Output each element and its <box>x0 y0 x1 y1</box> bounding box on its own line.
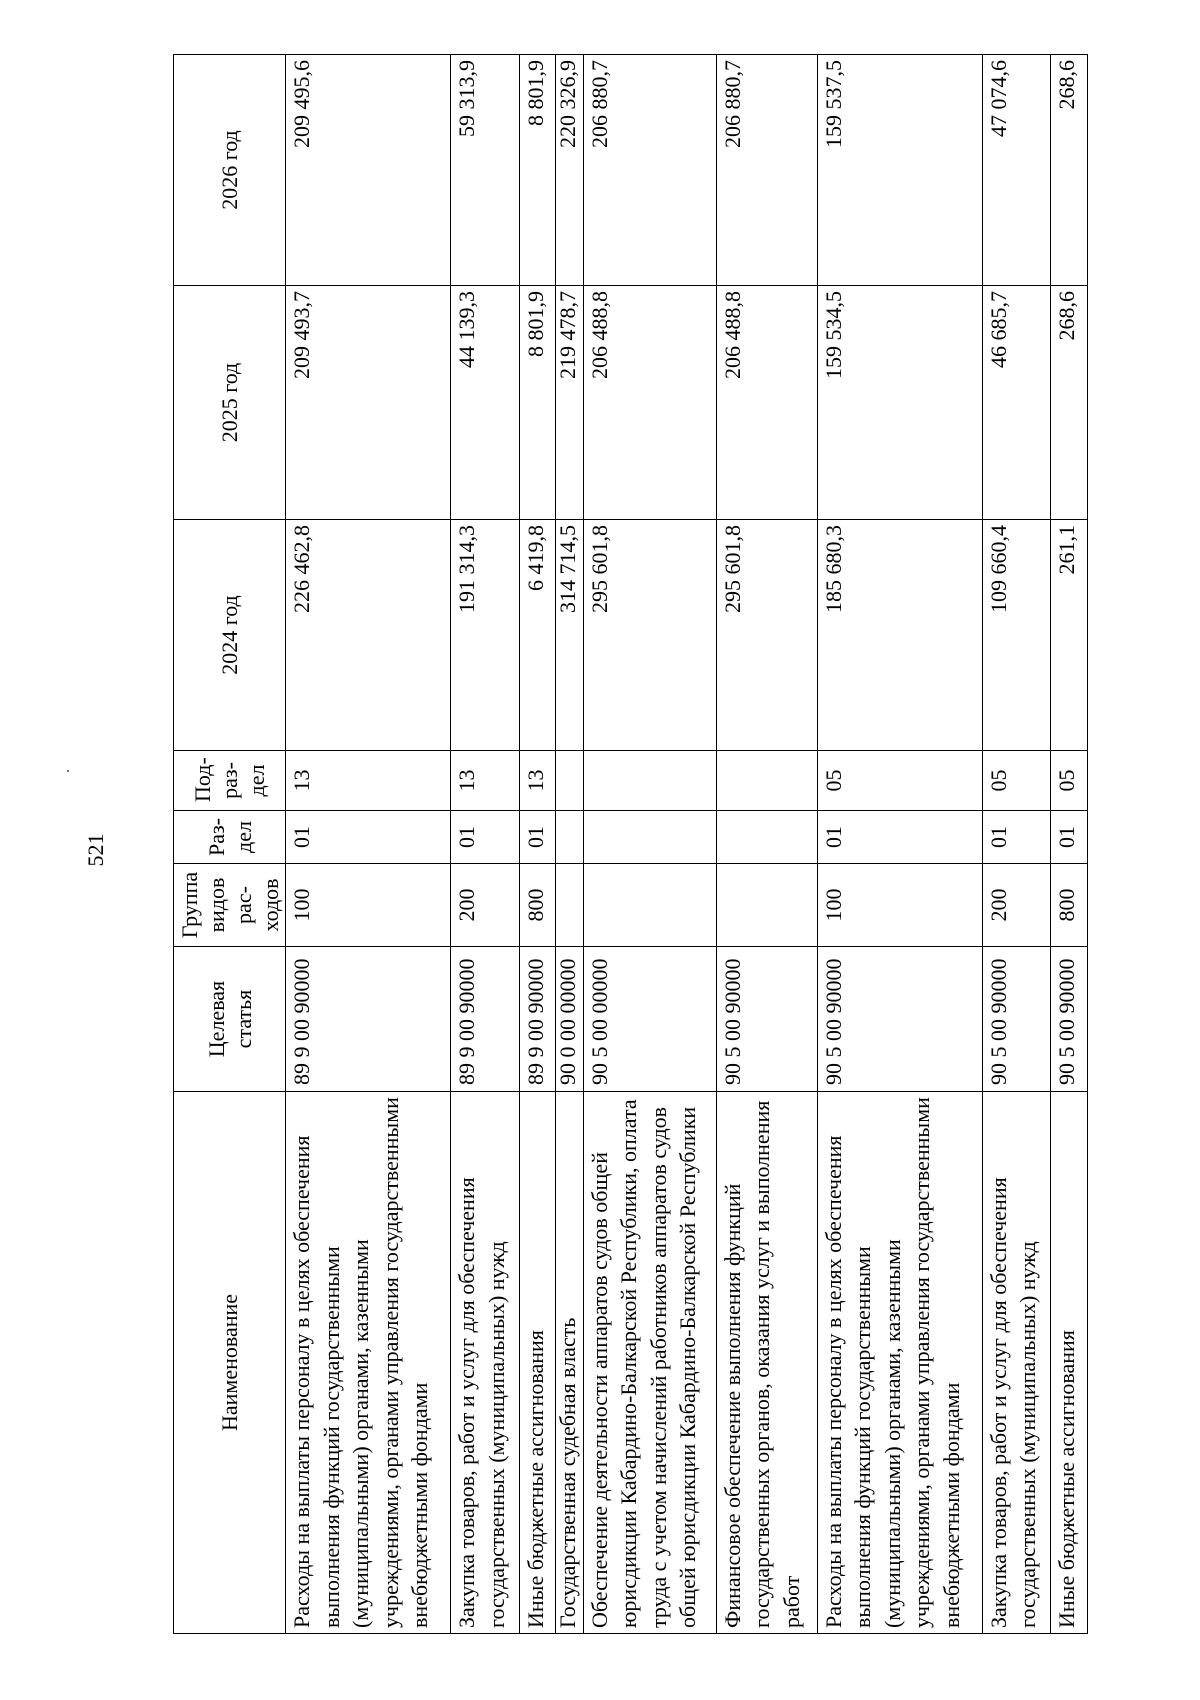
row-name: Закупка товаров, работ и услуг для обеспечения государственных (муниципальных) нужд <box>450 1092 519 1634</box>
row-section: 01 <box>817 811 982 864</box>
budget-table <box>173 54 1088 1634</box>
row-section <box>716 811 817 864</box>
header-name: Наименование <box>173 1092 285 1634</box>
row-value-2026: 8 801,9 <box>519 55 556 286</box>
scan-speck <box>67 770 69 772</box>
row-target-article: 90 0 00 00000 <box>555 947 582 1092</box>
row-value-2026: 59 313,9 <box>450 55 519 286</box>
header-target-article: Целевая статья <box>173 947 285 1092</box>
row-name: Иные бюджетные ассигнования <box>519 1092 556 1634</box>
table-header-row <box>173 55 285 1634</box>
table-row <box>1050 55 1087 1634</box>
row-section <box>583 811 716 864</box>
row-subsection: 05 <box>982 751 1051 811</box>
row-value-2024: 295 601,8 <box>716 520 817 751</box>
row-value-2024: 191 314,3 <box>450 520 519 751</box>
row-value-2025: 46 685,7 <box>982 286 1051 520</box>
row-value-2024: 295 601,8 <box>583 520 716 751</box>
row-target-article: 90 5 00 90000 <box>982 947 1051 1092</box>
row-subsection <box>583 751 716 811</box>
table-row <box>519 55 556 1634</box>
table-row <box>982 55 1051 1634</box>
header-section: Раз- дел <box>173 811 285 864</box>
row-value-2026: 268,6 <box>1050 55 1087 286</box>
row-value-2026: 220 326,9 <box>555 55 582 286</box>
row-expense-group: 800 <box>1050 864 1087 947</box>
row-value-2024: 261,1 <box>1050 520 1087 751</box>
row-value-2026: 47 074,6 <box>982 55 1051 286</box>
row-subsection <box>555 751 582 811</box>
row-value-2024: 109 660,4 <box>982 520 1051 751</box>
row-subsection <box>716 751 817 811</box>
row-value-2026: 209 495,6 <box>285 55 450 286</box>
row-expense-group <box>716 864 817 947</box>
row-target-article: 89 9 00 90000 <box>285 947 450 1092</box>
row-value-2025: 159 534,5 <box>817 286 982 520</box>
row-name: Расходы на выплаты персоналу в целях обеспечения выполнения функций государственными (муниципальными) органами, казенными учреждениями, органами управления государственными внебюджетными фондами <box>817 1092 982 1634</box>
page-number: 521 <box>83 833 108 867</box>
row-name: Расходы на выплаты персоналу в целях обеспечения выполнения функций государственными (муниципальными) органами, казенными учреждениями, органами управления государственными внебюджетными фондами <box>285 1092 450 1634</box>
row-value-2026: 159 537,5 <box>817 55 982 286</box>
row-value-2024: 226 462,8 <box>285 520 450 751</box>
row-value-2026: 206 880,7 <box>716 55 817 286</box>
header-2024: 2024 год <box>173 520 285 751</box>
table-row <box>285 55 450 1634</box>
row-target-article: 90 5 00 00000 <box>583 947 716 1092</box>
row-expense-group <box>555 864 582 947</box>
row-expense-group: 100 <box>285 864 450 947</box>
row-section <box>555 811 582 864</box>
row-target-article: 90 5 00 90000 <box>716 947 817 1092</box>
row-name: Финансовое обеспечение выполнения функций государственных органов, оказания услуг и выполнения работ <box>716 1092 817 1634</box>
row-expense-group <box>583 864 716 947</box>
budget-table-rotated <box>173 55 1088 1634</box>
row-name: Иные бюджетные ассигнования <box>1050 1092 1087 1634</box>
row-value-2025: 219 478,7 <box>555 286 582 520</box>
row-target-article: 89 9 00 90000 <box>519 947 556 1092</box>
header-subsection: Под- раз- дел <box>173 751 285 811</box>
row-target-article: 90 5 00 90000 <box>1050 947 1087 1092</box>
header-2025: 2025 год <box>173 286 285 520</box>
row-name: Закупка товаров, работ и услуг для обеспечения государственных (муниципальных) нужд <box>982 1092 1051 1634</box>
row-section: 01 <box>982 811 1051 864</box>
row-subsection: 13 <box>285 751 450 811</box>
row-value-2024: 314 714,5 <box>555 520 582 751</box>
row-section: 01 <box>519 811 556 864</box>
table-row <box>817 55 982 1634</box>
table-row <box>555 55 582 1634</box>
row-target-article: 90 5 00 90000 <box>817 947 982 1092</box>
row-value-2024: 6 419,8 <box>519 520 556 751</box>
table-row <box>716 55 817 1634</box>
row-value-2025: 209 493,7 <box>285 286 450 520</box>
row-value-2025: 8 801,9 <box>519 286 556 520</box>
row-expense-group: 800 <box>519 864 556 947</box>
row-subsection: 05 <box>817 751 982 811</box>
row-value-2025: 268,6 <box>1050 286 1087 520</box>
row-section: 01 <box>1050 811 1087 864</box>
table-row <box>450 55 519 1634</box>
row-value-2024: 185 680,3 <box>817 520 982 751</box>
row-value-2025: 44 139,3 <box>450 286 519 520</box>
row-value-2026: 206 880,7 <box>583 55 716 286</box>
table-row <box>583 55 716 1634</box>
row-subsection: 05 <box>1050 751 1087 811</box>
row-section: 01 <box>285 811 450 864</box>
row-expense-group: 200 <box>450 864 519 947</box>
row-section: 01 <box>450 811 519 864</box>
header-2026: 2026 год <box>173 55 285 286</box>
row-name: Государственная судебная власть <box>555 1092 582 1634</box>
row-name: Обеспечение деятельности аппаратов судов общей юрисдикции Кабардино-Балкарской Республики, оплата труда с учетом начислений работников аппаратов судов общей юрисдикции Кабардино-Балкарской Республики <box>583 1092 716 1634</box>
row-subsection: 13 <box>450 751 519 811</box>
row-value-2025: 206 488,8 <box>716 286 817 520</box>
header-expense-group: Группа видов рас- ходов <box>173 864 285 947</box>
row-expense-group: 200 <box>982 864 1051 947</box>
row-expense-group: 100 <box>817 864 982 947</box>
row-value-2025: 206 488,8 <box>583 286 716 520</box>
row-subsection: 13 <box>519 751 556 811</box>
row-target-article: 89 9 00 90000 <box>450 947 519 1092</box>
